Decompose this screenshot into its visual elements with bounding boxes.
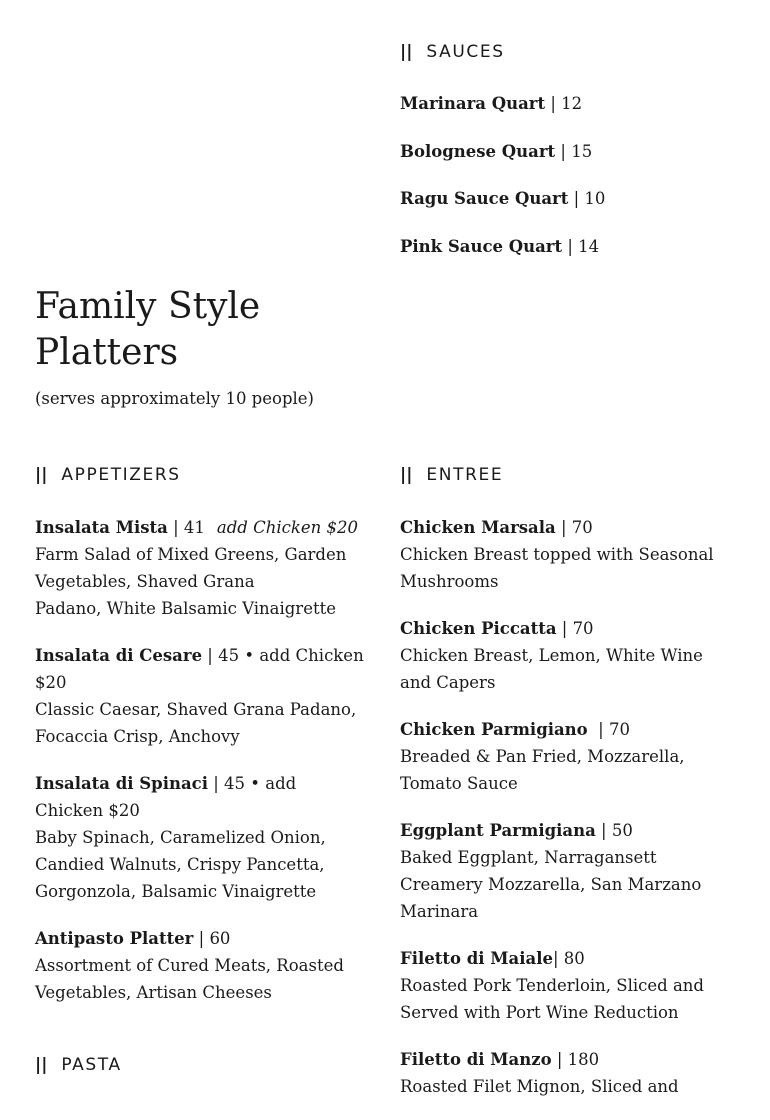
item-description: Baby Spinach, Caramelized Onion, Candied Walnuts, Crispy Pancetta, Gorgonzola, Balsamic Vinaigrette xyxy=(35,828,326,901)
item-description: Farm Salad of Mixed Greens, Garden Vegetables, Shaved Grana xyxy=(35,545,347,591)
item-name: Filetto di Manzo xyxy=(400,1050,552,1069)
sauces-section xyxy=(400,42,730,284)
menu-item xyxy=(400,615,730,696)
sauce-price: | 15 xyxy=(555,141,593,161)
item-price: | 80 xyxy=(552,949,585,968)
section-bars-icon: || xyxy=(400,42,413,62)
item-price: | 70 xyxy=(556,619,594,638)
menu-item xyxy=(400,716,730,797)
item-price: | 70 xyxy=(555,518,593,537)
item-price: | 45 • add Chicken $20 xyxy=(35,646,364,692)
item-price: | 41 xyxy=(167,518,205,537)
item-name: Chicken Piccatta xyxy=(400,619,557,638)
pasta-heading-label: PASTA xyxy=(61,1055,122,1075)
sauce-name: Bolognese Quart xyxy=(400,141,556,161)
sauce-name: Ragu Sauce Quart xyxy=(400,189,569,208)
menu-item xyxy=(35,642,365,750)
item-price: | 45 • add Chicken $20 xyxy=(35,774,297,820)
page-title-line: Platters xyxy=(35,332,179,373)
pasta-section xyxy=(35,1055,365,1075)
item-name: Chicken Marsala xyxy=(400,518,556,537)
item-description: Chicken Breast topped with Seasonal Mushrooms xyxy=(400,545,714,591)
item-name: Antipasto Platter xyxy=(35,929,194,948)
item-price: | 70 xyxy=(587,720,630,739)
item-name: Insalata di Cesare xyxy=(35,646,203,665)
item-price: | 180 xyxy=(551,1050,600,1069)
sauce-price: | 14 xyxy=(562,236,600,256)
appetizers-section xyxy=(35,465,365,1026)
sauce-item xyxy=(400,94,730,114)
sauce-name: Pink Sauce Quart xyxy=(400,236,563,256)
menu-item xyxy=(35,925,365,1006)
entree-heading xyxy=(400,465,730,485)
sauce-name: Marinara Quart xyxy=(400,94,546,113)
menu-item xyxy=(35,514,365,622)
menu-item xyxy=(400,817,730,925)
sauces-heading xyxy=(400,42,730,62)
page-subtitle: (serves approximately 10 people) xyxy=(35,389,314,408)
item-description: Chicken Breast, Lemon, White Wine and Capers xyxy=(400,646,703,692)
sauce-item xyxy=(400,237,730,257)
menu-item xyxy=(400,514,730,595)
sauce-item xyxy=(400,142,730,162)
item-description: Baked Eggplant, Narragansett Creamery Mozzarella, San Marzano Marinara xyxy=(400,848,702,921)
entree-section xyxy=(400,465,730,1120)
item-description: Classic Caesar, Shaved Grana Padano, Focaccia Crisp, Anchovy xyxy=(35,700,357,746)
item-description: Roasted Filet Mignon, Sliced and xyxy=(400,1077,679,1096)
item-description: Breaded & Pan Fried, Mozzarella, Tomato Sauce xyxy=(400,747,685,793)
item-addon: add Chicken $20 xyxy=(216,518,359,537)
sauce-item xyxy=(400,189,730,209)
item-description: Roasted Pork Tenderloin, Sliced and Served with Port Wine Reduction xyxy=(400,976,704,1022)
menu-item xyxy=(400,1046,730,1100)
item-name: Eggplant Parmigiana xyxy=(400,821,596,840)
item-description: Assortment of Cured Meats, Roasted Vegetables, Artisan Cheeses xyxy=(35,956,344,1002)
sauce-price: | 12 xyxy=(545,94,583,113)
appetizers-heading xyxy=(35,465,365,485)
section-bars-icon: || xyxy=(35,1055,48,1075)
sauces-heading-label: SAUCES xyxy=(426,42,505,62)
item-name: Filetto di Maiale xyxy=(400,949,553,968)
item-description: Padano, White Balsamic Vinaigrette xyxy=(35,599,336,618)
item-price: | 60 xyxy=(193,929,231,948)
page-title xyxy=(35,284,365,376)
pasta-heading xyxy=(35,1055,365,1075)
item-name: Insalata di Spinaci xyxy=(35,774,208,793)
item-name: Chicken Parmigiano xyxy=(400,720,588,739)
item-price: | 50 xyxy=(595,821,633,840)
section-bars-icon: || xyxy=(35,465,48,485)
page-title-line: Family Style xyxy=(35,286,261,327)
sauce-price: | 10 xyxy=(568,189,606,208)
section-bars-icon: || xyxy=(400,465,413,485)
menu-item xyxy=(35,770,365,905)
item-name: Insalata Mista xyxy=(35,518,168,537)
entree-heading-label: ENTREE xyxy=(426,465,504,485)
appetizers-heading-label: APPETIZERS xyxy=(61,465,181,485)
menu-item xyxy=(400,945,730,1026)
